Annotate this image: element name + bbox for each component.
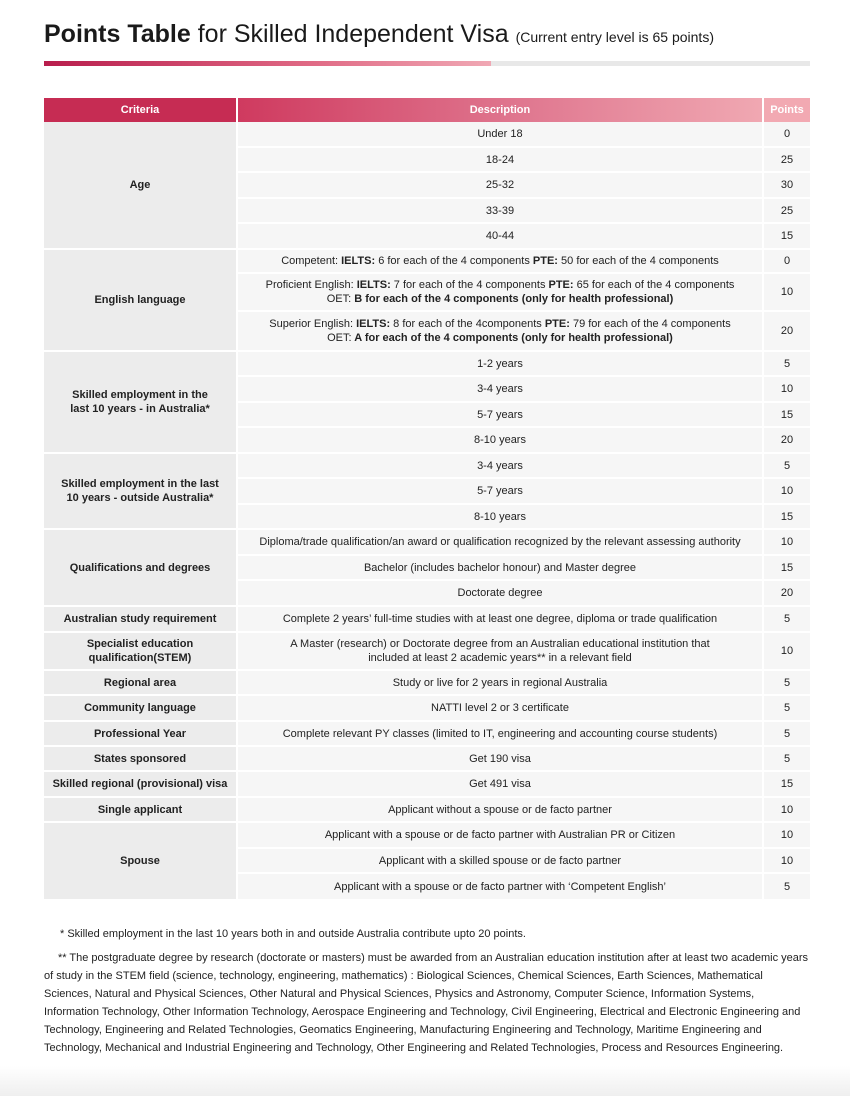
test-name: IELTS: [356,318,391,330]
description-cell: 5-7 years [238,403,764,428]
table-row [44,607,810,633]
title-normal: for Skilled Independent Visa [197,20,509,48]
table-row [44,696,810,722]
bottom-fade [0,1066,850,1096]
description-cell: 18-24 [238,148,764,173]
test-name: PTE: [548,279,574,291]
description-cell [238,633,764,671]
test-name: PTE: [532,255,558,267]
points-cell: 20 [764,428,810,454]
text-line: qualification(STEM) [88,652,192,664]
points-cell: 0 [764,250,810,274]
points-cell: 5 [764,607,810,633]
table-row [44,352,810,377]
points-cell: 10 [764,633,810,671]
text-line: included at least 2 academic years** in a relevant field [368,652,632,664]
points-cell: 10 [764,479,810,505]
table-row [44,671,810,696]
description-cell: 1-2 years [238,352,764,377]
criteria-cell: Age [44,122,238,250]
desc-text: 50 for each of the 4 components [557,255,719,267]
description-cell: 5-7 years [238,479,764,505]
footnotes [44,925,810,1057]
title-subtitle: (Current entry level is 65 points) [515,29,714,45]
description-cell: 3-4 years [238,454,764,479]
desc-text: Competent: [281,255,342,267]
description-cell: 25-32 [238,173,764,199]
title-bold: Points Table [44,20,191,48]
description-cell: Diploma/trade qualification/an award or qualification recognized by the relevant assessing authority [238,530,764,556]
desc-text: 8 for each of the 4components [390,318,545,330]
points-cell: 25 [764,148,810,173]
table-row [44,798,810,823]
criteria-cell: Skilled regional (provisional) visa [44,772,238,798]
points-cell: 5 [764,352,810,377]
table-body [44,122,810,901]
points-cell: 10 [764,823,810,849]
points-cell: 5 [764,671,810,696]
points-cell: 20 [764,581,810,607]
description-cell: Study or live for 2 years in regional Australia [238,671,764,696]
table-row [44,250,810,274]
test-name: A for each of the 4 components (only for health professional) [351,332,673,344]
points-cell: 5 [764,722,810,747]
points-cell: 10 [764,849,810,874]
description-cell: Applicant without a spouse or de facto partner [238,798,764,823]
title-underline-accent [44,61,491,66]
table-row [44,633,810,671]
text-line: Skilled employment in the last [61,478,219,490]
table-row [44,772,810,798]
description-cell: Under 18 [238,122,764,148]
desc-text: Proficient English: [265,279,357,291]
test-name: IELTS: [356,279,391,291]
desc-text: Superior English: [269,318,357,330]
points-cell: 15 [764,224,810,250]
desc-text: 79 for each of the 4 components [569,318,731,330]
points-cell: 30 [764,173,810,199]
header-criteria: Criteria [44,98,238,122]
description-cell: Get 190 visa [238,747,764,772]
footnote-stem: ** The postgraduate degree by research (doctorate or masters) must be awarded from an Australian education institution after at least two academic years of study in the STEM field (science, technology, engineering, mathematics) : Biological Sciences, Chemical Sciences, Earth Sciences, Mathematical Sciences, Natural and Physical Sciences, Other Natural and Physical Sciences, Physics and Astronomy, Computer Science, Information Systems, Information Technology, Other Information Technology, Aerospace Engineering and Technology, Civil Engineering, Electrical and Electronic Engineering and Technology, Engineering and Related Technologies, Geomatics Engineering, Manufacturing Engineering and Technology, Maritime Engineering and Technology, Mechanical and Industrial Engineering and Technology, Other Engineering and Related Technologies, Process and Resources Engineering. [44,952,809,1054]
points-cell: 15 [764,403,810,428]
desc-text: 65 for each of the 4 components [573,279,735,291]
header-points: Points [764,98,810,122]
desc-text: OET: [326,293,352,305]
description-cell: Applicant with a spouse or de facto partner with ‘Competent English’ [238,874,764,901]
description-cell: NATTI level 2 or 3 certificate [238,696,764,722]
description-cell: 8-10 years [238,505,764,530]
points-cell: 25 [764,199,810,224]
criteria-cell [44,633,238,671]
page-title [44,20,714,49]
criteria-cell: Qualifications and degrees [44,530,238,607]
description-cell [238,312,764,352]
table-row [44,122,810,148]
desc-text: 7 for each of the 4 components [390,279,549,291]
points-cell: 15 [764,556,810,581]
description-cell [238,250,764,274]
points-cell: 5 [764,696,810,722]
footnote-employment: * Skilled employment in the last 10 years both in and outside Australia contribute upto 20 points. [60,928,526,940]
table-row [44,747,810,772]
text-line: A Master (research) or Doctorate degree from an Australian educational institution that [290,638,710,650]
criteria-cell [44,352,238,454]
text-line: 10 years - outside Australia* [66,492,214,504]
description-cell: Bachelor (includes bachelor honour) and Master degree [238,556,764,581]
description-cell: 40-44 [238,224,764,250]
table-row [44,530,810,556]
table-row [44,722,810,747]
test-name: B for each of the 4 components (only for health professional) [351,293,674,305]
table-header-row [44,98,810,122]
points-table [44,98,810,901]
points-cell: 5 [764,874,810,901]
points-cell: 5 [764,747,810,772]
points-cell: 10 [764,530,810,556]
points-cell: 15 [764,505,810,530]
criteria-cell: States sponsored [44,747,238,772]
table-row [44,454,810,479]
description-cell: 8-10 years [238,428,764,454]
description-cell: 3-4 years [238,377,764,403]
points-cell: 20 [764,312,810,352]
criteria-cell: Professional Year [44,722,238,747]
table-row [44,823,810,849]
title-underline [44,61,810,66]
description-cell: 33-39 [238,199,764,224]
text-line: Skilled employment in the [72,389,208,401]
description-cell: Doctorate degree [238,581,764,607]
criteria-cell: Australian study requirement [44,607,238,633]
desc-text: 6 for each of the 4 components [375,255,533,267]
header-description: Description [238,98,764,122]
points-cell: 5 [764,454,810,479]
description-cell [238,274,764,312]
criteria-cell: Regional area [44,671,238,696]
test-name: PTE: [544,318,570,330]
points-cell: 10 [764,274,810,312]
desc-text: OET: [327,332,352,344]
test-name: IELTS: [341,255,376,267]
points-cell: 10 [764,798,810,823]
description-cell: Get 491 visa [238,772,764,798]
text-line: Specialist education [86,638,194,650]
description-cell: Applicant with a spouse or de facto partner with Australian PR or Citizen [238,823,764,849]
criteria-cell: Single applicant [44,798,238,823]
description-cell: Complete 2 years’ full-time studies with at least one degree, diploma or trade qualification [238,607,764,633]
points-cell: 0 [764,122,810,148]
description-cell: Complete relevant PY classes (limited to IT, engineering and accounting course students) [238,722,764,747]
description-cell: Applicant with a skilled spouse or de facto partner [238,849,764,874]
criteria-cell: Community language [44,696,238,722]
criteria-cell [44,454,238,530]
text-line: last 10 years - in Australia* [70,403,210,415]
criteria-cell: Spouse [44,823,238,901]
points-cell: 15 [764,772,810,798]
criteria-cell: English language [44,250,238,352]
points-cell: 10 [764,377,810,403]
